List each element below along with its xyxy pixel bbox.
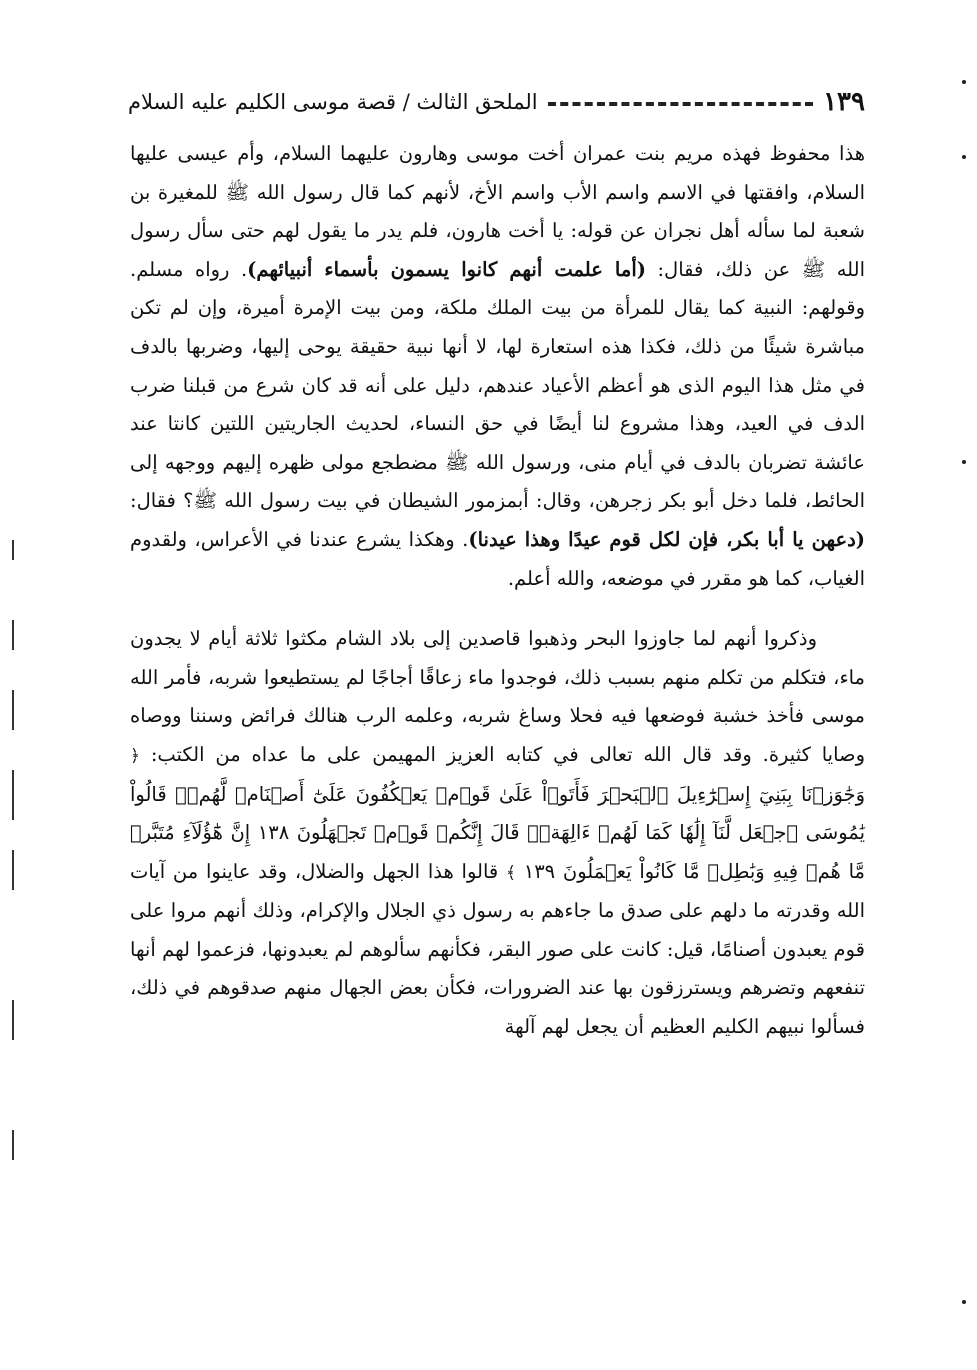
chapter-title: الملحق الثالث / قصة موسى الكليم عليه السلام [128, 90, 538, 114]
paragraph-1-text-c: . رواه مسلم. وقولهم: النبية كما يقال للمرأة من بيت الملك ملكة، ومن بيت الإمرة أميرة، وإن لم تكن مباشرة شيئًا من ذلك، فكذا هذه استعارة لها، لا أنها نبية حقيقة يوحى إليها، وضربها بالدف في مثل هذا اليوم الذى هو أعظم الأعياد عندهم، دليل على أنه قد كان شرع من قبلنا ضرب الدف في العيد، وهذا مشروع لنا أيضًا في حق النساء، لحديث الجاريتين اللتين كانتا عند عائشة تضربان بالدف في أيام منى، ورسول الله ﷺ مضطجع مولى ظهره إليهم ووجهه إلى الحائط، فلما دخل أبو بكر زجرهن، وقال: أبمزمور الشيطان في بيت رسول الله ﷺ؟ فقال: [130, 257, 865, 513]
body-text [130, 135, 865, 1047]
paragraph-2-text-a: وذكروا أنهم لما جاوزوا البحر وذهبوا قاصدين إلى بلاد الشام مكثوا ثلاثة أيام لا يجدون ماء، فتكلم من تكلم منهم بسبب ذلك، فوجدوا ماء زعاقًا أجاجًا لم يستطيعوا شربه، فأمر الله موسى فأخذ خشبة فوضعها فيه فحلا وساغ شربه، وعلمه الرب هنالك فرائض وسننا ووصاه وصايا كثيرة. وقد قال الله تعالى في كتابه العزيز المهيمن على ما عداه من الكتب: [130, 627, 865, 766]
scan-edge-mark [12, 1000, 14, 1040]
paragraph-1-text-a: هذا محفوظ فهذه مريم بنت عمران أخت موسى وهارون عليهما السلام، وأم عيسى عليها السلام، وافقتها في الاسم واسم الأب واسم الأخ، لأنهم كما قال رسول الله ﷺ للمغيرة بن شعبة لما سأله أهل نجران عن قوله: يا أخت هارون، فلم يدر ما يقول لهم حتى سأل رسول الله ﷺ عن ذلك، فقال: [130, 142, 865, 281]
paragraph-2-text-b: قالوا هذا الجهل والضلال، وقد عاينوا من آيات الله وقدرته ما دلهم على صدق ما جاءهم به رسول ذي الجلال والإكرام، وذلك أنهم مروا على قوم يعبدون أصنامًا، قيل: كانت على صور البقر، فكأنهم سألوهم لم يعبدونها، فزعموا لهم أنها تنفعهم وتضرهم ويسترزقون بها عند الضرورات، فكأن بعض الجهال منهم صدقوهم في ذلك، فسألوا نبيهم الكليم العظيم أن يجعل لهم آلهة [130, 859, 865, 1039]
running-header [128, 80, 865, 124]
margin-dot [962, 460, 966, 464]
scan-edge-mark [12, 850, 14, 890]
header-dash-rule [548, 102, 814, 106]
scan-edge-mark [12, 1130, 14, 1160]
page-number: ١٣٩ [823, 87, 865, 117]
hadith-quote-2: (دعهن يا أبا بكر، فإن لكل قوم عيدًا وهذا عيدنا) [468, 527, 865, 551]
quran-open-bracket: ﴿ [130, 745, 140, 766]
paragraph-1-text-e: . وهكذا يشرع عندنا في الأعراس، ولقدوم الغياب، كما هو مقرر في موضعه، والله أعلم. [130, 527, 865, 590]
margin-dot [962, 155, 966, 159]
quran-verse: وَجَٰوَزۡنَا بِبَنِيٓ إِسۡرَٰٓءِيلَ ٱلۡبَحۡرَ فَأَتَوۡاْ عَلَىٰ قَوۡمٖ يَعۡكُفُونَ عَلَىٰٓ أَصۡنَامٖ لَّهُمۡۚ قَالُواْ يَٰمُوسَى ٱجۡعَل لَّنَآ إِلَٰهٗا كَمَا لَهُمۡ ءَالِهَةٞۚ قَالَ إِنَّكُمۡ قَوۡمٞ تَجۡهَلُونَ ١٣٨ إِنَّ هَٰٓؤُلَآءِ مُتَبَّرٞ مَّا هُمۡ فِيهِ وَبَٰطِلٞ مَّا كَانُواْ يَعۡمَلُونَ ١٣٩ [130, 782, 866, 883]
scan-edge-mark [12, 690, 14, 730]
margin-dot [962, 1300, 966, 1304]
scan-edge-mark [12, 620, 14, 650]
margin-dot [962, 80, 966, 84]
scan-edge-mark [12, 540, 14, 560]
quran-close-bracket: ﴾ [506, 862, 516, 883]
hadith-quote-1: (أما علمت أنهم كانوا يسمون بأسماء أنبيائهم) [247, 257, 646, 281]
paragraph-1 [130, 135, 865, 598]
paragraph-2 [130, 620, 865, 1047]
scan-edge-mark [12, 770, 14, 820]
